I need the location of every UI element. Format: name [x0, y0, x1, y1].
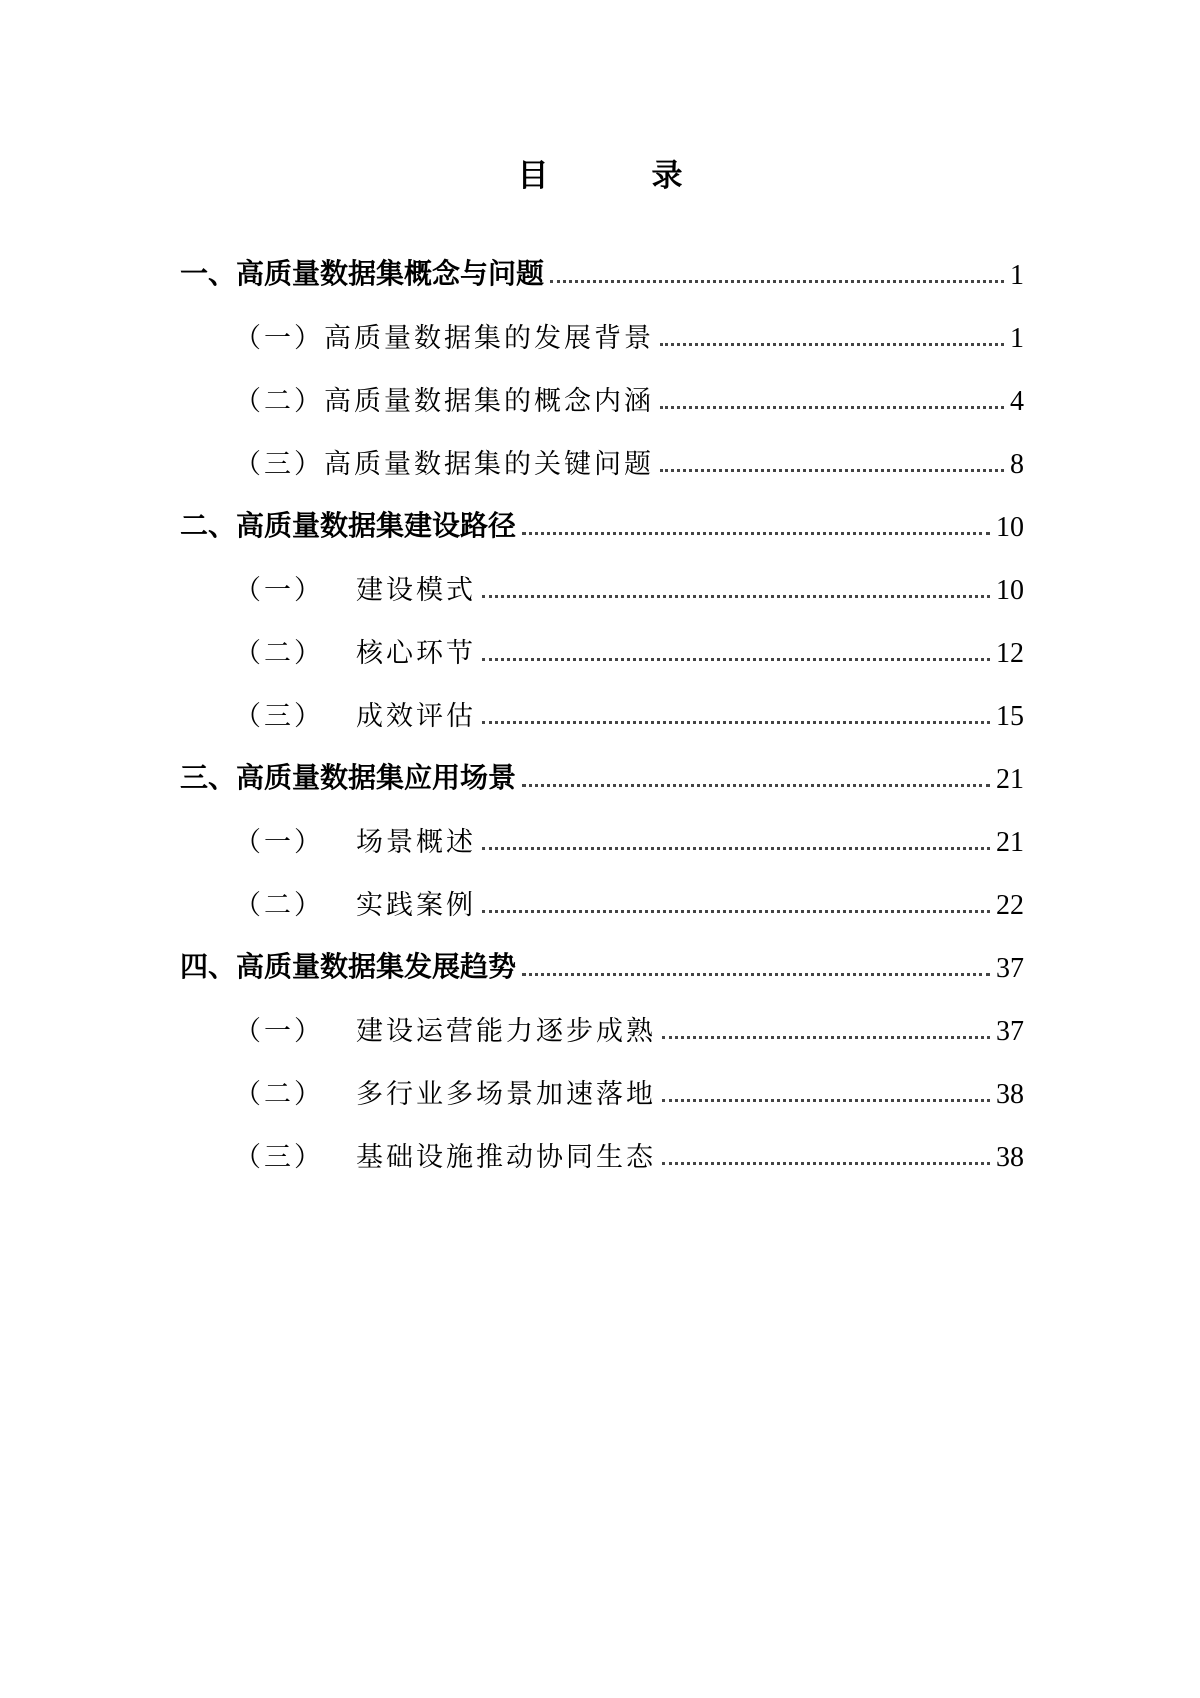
toc-entry-number: 二、	[180, 509, 237, 542]
toc-entry-label	[234, 820, 476, 859]
table-of-contents	[180, 252, 1024, 1197]
toc-entry-page-number: 37	[996, 1016, 1024, 1047]
toc-entry-text: 多行业多场景加速落地	[356, 1079, 656, 1110]
toc-entry-number: （三）	[234, 449, 324, 480]
toc-entry-section[interactable]	[180, 819, 1024, 859]
toc-entry-page-number: 38	[996, 1142, 1024, 1173]
toc-entry-number: （二）	[234, 386, 324, 417]
toc-entry-page-number: 38	[996, 1079, 1024, 1110]
dot-leader	[662, 1099, 990, 1102]
toc-entry-page-number: 8	[1010, 449, 1024, 480]
toc-entry-section[interactable]	[180, 315, 1024, 355]
toc-entry-number: 一、	[180, 257, 237, 290]
dot-leader	[660, 406, 1004, 409]
toc-entry-number: （二）	[234, 890, 324, 921]
toc-entry-label	[180, 945, 516, 985]
toc-entry-chapter[interactable]	[180, 756, 1024, 796]
dot-leader	[550, 280, 1004, 283]
toc-entry-section[interactable]	[180, 1071, 1024, 1111]
toc-entry-label	[234, 568, 476, 607]
dot-leader	[662, 1162, 990, 1165]
dot-leader	[482, 658, 990, 661]
toc-entry-text: 基础设施推动协同生态	[356, 1142, 656, 1173]
toc-entry-page-number: 1	[1010, 323, 1024, 354]
toc-entry-text: 成效评估	[356, 701, 476, 732]
toc-entry-number: （一）	[234, 827, 324, 858]
toc-entry-number: 四、	[180, 950, 237, 983]
toc-entry-text: 高质量数据集概念与问题	[236, 257, 545, 290]
toc-entry-text: 建设运营能力逐步成熟	[356, 1016, 656, 1047]
toc-entry-page-number: 21	[996, 764, 1024, 795]
toc-entry-label	[180, 252, 544, 292]
toc-entry-section[interactable]	[180, 1134, 1024, 1174]
toc-entry-label	[234, 379, 654, 418]
dot-leader	[660, 343, 1004, 346]
dot-leader	[482, 595, 990, 598]
dot-leader	[522, 532, 990, 535]
toc-entry-page-number: 21	[996, 827, 1024, 858]
dot-leader	[522, 973, 990, 976]
dot-leader	[522, 784, 990, 787]
toc-entry-number: （二）	[234, 1079, 324, 1110]
toc-entry-section[interactable]	[180, 882, 1024, 922]
toc-entry-section[interactable]	[180, 567, 1024, 607]
toc-entry-text: 场景概述	[356, 827, 476, 858]
toc-entry-page-number: 10	[996, 512, 1024, 543]
toc-entry-page-number: 1	[1010, 260, 1024, 291]
toc-entry-label	[234, 442, 654, 481]
toc-entry-section[interactable]	[180, 1008, 1024, 1048]
toc-entry-text: 高质量数据集的概念内涵	[324, 386, 654, 417]
toc-entry-chapter[interactable]	[180, 252, 1024, 292]
toc-entry-page-number: 12	[996, 638, 1024, 669]
toc-entry-section[interactable]	[180, 378, 1024, 418]
toc-entry-text: 高质量数据集发展趋势	[236, 950, 517, 983]
dot-leader	[482, 847, 990, 850]
toc-entry-chapter[interactable]	[180, 945, 1024, 985]
dot-leader	[662, 1036, 990, 1039]
toc-entry-label	[180, 756, 516, 796]
toc-entry-section[interactable]	[180, 441, 1024, 481]
toc-entry-text: 高质量数据集应用场景	[236, 761, 517, 794]
toc-entry-page-number: 4	[1010, 386, 1024, 417]
toc-entry-number: （一）	[234, 575, 324, 606]
toc-entry-page-number: 10	[996, 575, 1024, 606]
dot-leader	[482, 910, 990, 913]
toc-title: 目 录	[517, 158, 719, 194]
toc-entry-number: （三）	[234, 1142, 324, 1173]
toc-entry-label	[234, 631, 476, 670]
toc-entry-section[interactable]	[180, 693, 1024, 733]
toc-entry-label	[234, 694, 476, 733]
toc-entry-chapter[interactable]	[180, 504, 1024, 544]
dot-leader	[482, 721, 990, 724]
toc-entry-section[interactable]	[180, 630, 1024, 670]
toc-entry-number: （三）	[234, 701, 324, 732]
toc-entry-label	[234, 1135, 656, 1174]
toc-entry-text: 高质量数据集的关键问题	[324, 449, 654, 480]
toc-entry-number: （二）	[234, 638, 324, 669]
toc-entry-label	[234, 316, 654, 355]
toc-entry-page-number: 37	[996, 953, 1024, 984]
toc-entry-page-number: 15	[996, 701, 1024, 732]
toc-entry-number: 三、	[180, 761, 237, 794]
toc-entry-label	[180, 504, 516, 544]
toc-entry-text: 核心环节	[356, 638, 476, 669]
toc-entry-label	[234, 1009, 656, 1048]
toc-entry-text: 高质量数据集的发展背景	[324, 323, 654, 354]
toc-entry-text: 高质量数据集建设路径	[236, 509, 517, 542]
dot-leader	[660, 469, 1004, 472]
toc-entry-page-number: 22	[996, 890, 1024, 921]
toc-entry-label	[234, 883, 476, 922]
toc-entry-label	[234, 1072, 656, 1111]
toc-entry-text: 实践案例	[356, 890, 476, 921]
toc-entry-text: 建设模式	[356, 575, 476, 606]
toc-entry-number: （一）	[234, 323, 324, 354]
toc-entry-number: （一）	[234, 1016, 324, 1047]
